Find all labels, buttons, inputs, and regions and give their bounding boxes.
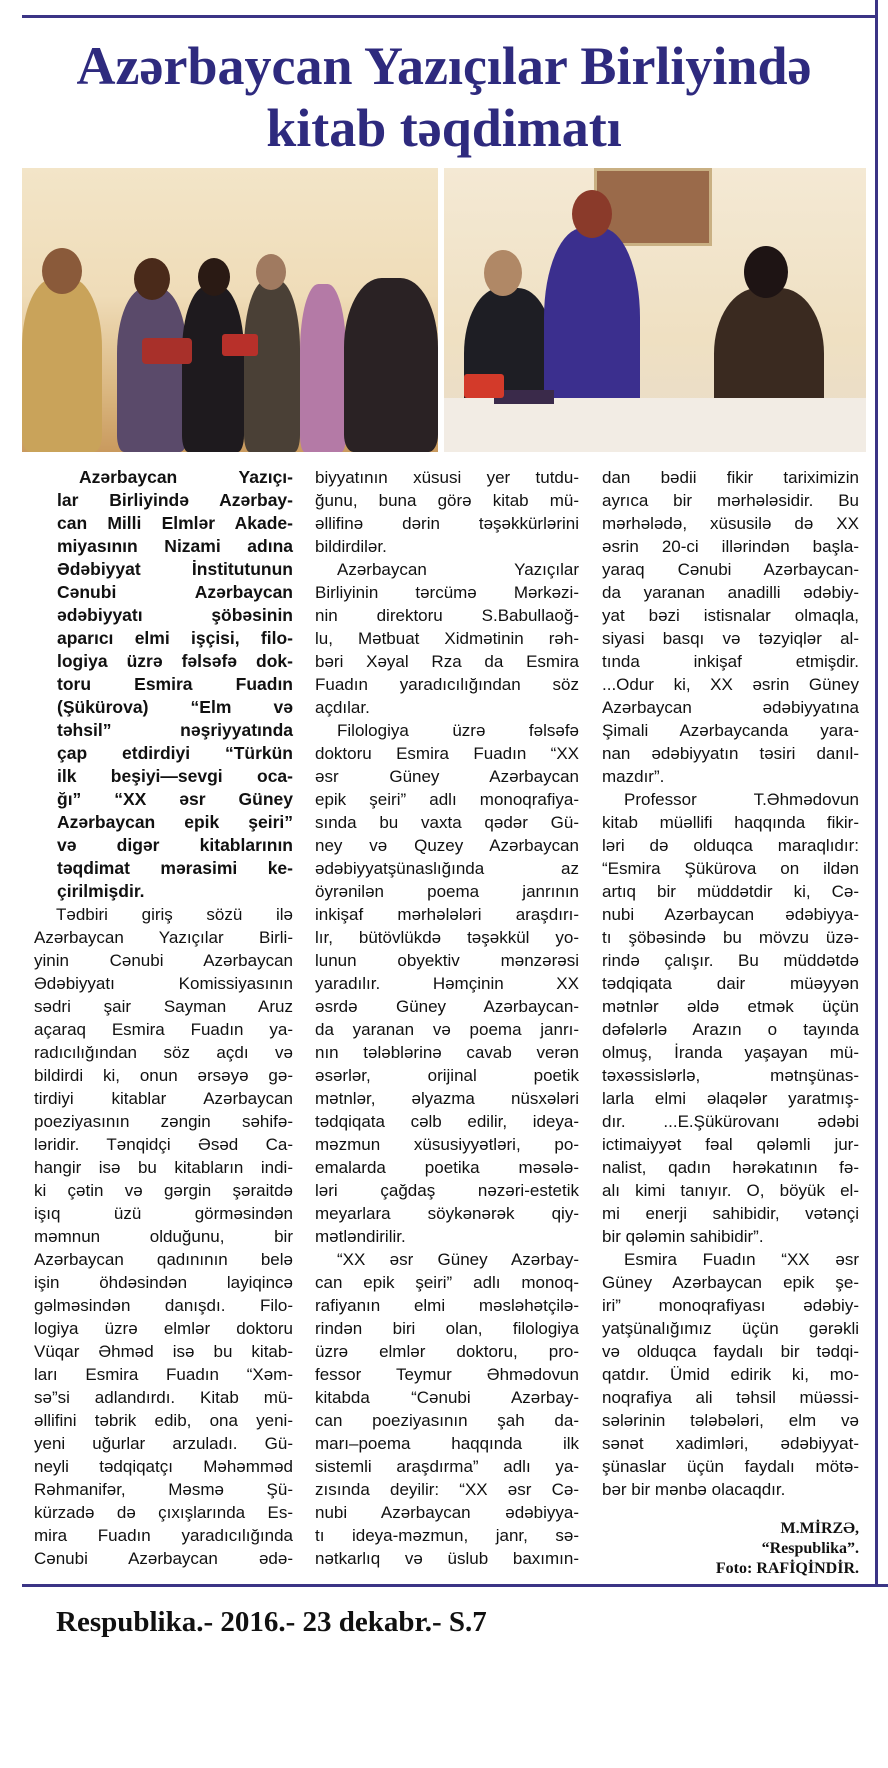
text-line: Azərbaycan epik şeiri” <box>57 812 293 832</box>
column-2 <box>315 466 579 1570</box>
text-line: biyyatının xüsusi yer tutdu- <box>315 468 579 487</box>
source-citation: Respublika.- 2016.- 23 dekabr.- S.7 <box>56 1606 487 1638</box>
text-line: bəri Xəyal Rza da Esmira <box>315 652 579 671</box>
text-line: Azərbaycan qadınının belə <box>34 1250 293 1269</box>
text-line: nubi Azərbaycan ədəbiyya- <box>602 905 859 924</box>
text-line: mərhələdə, xüsusilə də XX <box>602 514 859 533</box>
text-line: miyasının Nizami adına <box>57 536 293 556</box>
text-line: əsr Güney Azərbaycan <box>315 767 579 786</box>
text-line: Fuadın yaradıcılığından söz <box>315 675 579 694</box>
text-line: tı ideya-məzmun, janr, sə- <box>315 1526 579 1545</box>
text-line: ədəbiyyatşünaslığında az <box>315 859 579 878</box>
text-line: hangir isə bu kitabların indi- <box>34 1158 293 1177</box>
text-line: ayrıca bir mərhələsidir. Bu <box>602 491 859 510</box>
byline <box>602 1519 859 1579</box>
text-line: logiya üzrə elmlər doktoru <box>34 1319 293 1338</box>
bottom-rule <box>22 1584 888 1587</box>
text-line: ğı” “XX əsr Güney <box>57 789 293 809</box>
text-line: logiya üzrə fəlsəfə dok- <box>57 651 293 671</box>
text-line: poeziyasının zəngin səhifə- <box>34 1112 293 1131</box>
text-line: neyli tədqiqatçı Məhəmməd <box>34 1457 293 1476</box>
text-line: Tədbiri giriş sözü ilə <box>56 905 293 924</box>
text-line: rafiyanın elmi məsləhətçilə- <box>315 1296 579 1315</box>
text-line: əllifini təbrik edib, ona yeni- <box>34 1411 293 1430</box>
text-line: epik şeiri” adlı monoqrafiya- <box>315 790 579 809</box>
text-line: sələrinin tələbələri, elm və <box>602 1411 859 1430</box>
text-line: artıq bir müddətdir ki, Cə- <box>602 882 859 901</box>
byline-photo-credit: Foto: RAFİQİNDİR. <box>715 1560 859 1577</box>
text-line: Filologiya üzrə fəlsəfə <box>337 721 579 740</box>
text-line: sə”si adlandırdı. Kitab mü- <box>34 1388 293 1407</box>
byline-paper: “Respublika”. <box>761 1540 859 1557</box>
text-line: (Şükürova) “Elm və <box>57 697 293 717</box>
text-line: doktoru Esmira Fuadın “XX <box>315 744 579 763</box>
text-line: təhsil” nəşriyyatında <box>57 720 293 740</box>
text-line: kürzadə də çıxışlarında Es- <box>34 1503 293 1522</box>
text-line: tədqiqata dair müəyyən <box>602 974 859 993</box>
text-line: iri” monoqrafiyası ədəbiy- <box>602 1296 859 1315</box>
text-line: inkişaf mərhələləri araşdırı- <box>315 905 579 924</box>
text-line: Professor T.Əhmədovun <box>624 790 859 809</box>
text-line: ki çətin və gərgin şəraitdə <box>34 1181 293 1200</box>
text-line: Cənubi Azərbaycan ədə- <box>34 1549 293 1568</box>
text-line: rində çalışır. Bu müddətdə <box>602 951 859 970</box>
text-line: “XX əsr Güney Azərbay- <box>337 1250 579 1269</box>
headline-line-2: kitab təqdimatı <box>266 98 622 158</box>
text-line: ləri çağdaş nəzəri-estetik <box>315 1181 579 1200</box>
audience-photo <box>22 168 438 452</box>
column-3 <box>602 466 859 1501</box>
text-line: noqrafiya ali təhsil müəssi- <box>602 1388 859 1407</box>
text-line: mətnlər, əlyazma nüsxələri <box>315 1089 579 1108</box>
text-line: radıcılığından söz açdı və <box>34 1043 293 1062</box>
text-line: və olduqca faydalı bir tədqi- <box>602 1342 859 1361</box>
text-line: da yaranan anadilli ədəbiy- <box>602 583 859 602</box>
text-line: sistemli araşdırma” adlı ya- <box>315 1457 579 1476</box>
text-line: siyasi basqı və təzyiqlər al- <box>602 629 859 648</box>
text-line: mətnlər əldə etmək üçün <box>602 997 859 1016</box>
text-line: Azərbaycan ədəbiyyatına <box>602 698 859 717</box>
top-rule <box>22 15 878 18</box>
text-line: rindən biri olan, filologiya <box>315 1319 579 1338</box>
text-line: mazdır”. <box>602 767 665 786</box>
text-line: yaradılır. Həmçinin XX <box>315 974 579 993</box>
text-line: ləridir. Tənqidçi Əsəd Ca- <box>34 1135 293 1154</box>
text-line: aparıcı elmi işçisi, filo- <box>57 628 293 648</box>
text-line: zısında deyilir: “XX əsr Cə- <box>315 1480 579 1499</box>
text-line: kitabda “Cənubi Azərbay- <box>315 1388 579 1407</box>
column-1 <box>34 903 293 1570</box>
text-line: tında inkişaf etmişdir. <box>602 652 859 671</box>
text-line: əsrdə Güney Azərbaycan- <box>315 997 579 1016</box>
text-line: tədqiqata cəlb edilir, ideya- <box>315 1112 579 1131</box>
text-line: ilk beşiyi—sevgi oca- <box>57 766 293 786</box>
text-line: nubi Azərbaycan ədəbiyya- <box>315 1503 579 1522</box>
text-line: Ədəbiyyat İnstitutunun <box>57 559 293 579</box>
text-line: olmuş, İranda yaşayan mü- <box>602 1043 859 1062</box>
text-line: ları Esmira Fuadın “Xəm- <box>34 1365 293 1384</box>
text-line: nin direktoru S.Babullaoğ- <box>315 606 579 625</box>
text-line: alı kimi tanıyır. O, böyük el- <box>602 1181 859 1200</box>
text-line: bildirdi ki, onun ərsəyə gə- <box>34 1066 293 1085</box>
text-line: yaraq Cənubi Azərbaycan- <box>602 560 859 579</box>
text-line: nan ədəbiyyatın təsiri danıl- <box>602 744 859 763</box>
lead-paragraph <box>57 466 293 903</box>
text-line: emalarda poetika məsələ- <box>315 1158 579 1177</box>
text-line: bər bir mənbə olacaqdır. <box>602 1480 786 1499</box>
text-line: Ədəbiyyatı Komissiyasının <box>34 974 293 993</box>
text-line: gəlməsindən danışdı. Filo- <box>34 1296 293 1315</box>
text-line: mi enerji sahibidir, vətənçi <box>602 1204 859 1223</box>
text-line: Güney Azərbaycan epik şe- <box>602 1273 859 1292</box>
text-line: və digər kitablarının <box>57 835 293 855</box>
text-line: dır. ...E.Şükürovanı ədəbi <box>602 1112 859 1131</box>
text-line: ğunu, buna görə kitab mü- <box>315 491 579 510</box>
text-line: fessor Teymur Əhmədovun <box>315 1365 579 1384</box>
text-line: çap etdirdiyi “Türkün <box>57 743 293 763</box>
text-line: Birliyinin tərcümə Mərkəzi- <box>315 583 579 602</box>
text-line: təqdimat mərasimi ke- <box>57 858 293 878</box>
text-line: “Esmira Şükürova on ildən <box>602 859 859 878</box>
text-line: bir qələmin sahibidir”. <box>602 1227 764 1246</box>
headline-line-1: Azərbaycan Yazıçılar Birliyində <box>76 36 812 96</box>
text-line: Rəhmanifər, Məsmə Şü- <box>34 1480 293 1499</box>
text-line: Azərbaycan Yazıçılar Birli- <box>34 928 293 947</box>
text-line: ney və Quzey Azərbaycan <box>315 836 579 855</box>
text-line: ləri də olduqca maraqlıdır: <box>602 836 859 855</box>
text-line: təxəssislərlə, mətnşünas- <box>602 1066 859 1085</box>
text-line: sında bu vaxta qədər Gü- <box>315 813 579 832</box>
text-line: Vüqar Əhməd isə bu kitab- <box>34 1342 293 1361</box>
text-line: mira Fuadın yaradıcılığında <box>34 1526 293 1545</box>
text-line: işin öhdəsindən layiqincə <box>34 1273 293 1292</box>
text-line: kitab müəllifi haqqında fikir- <box>602 813 859 832</box>
text-line: açdılar. <box>315 698 370 717</box>
text-line: dəfələrlə Arazın o tayında <box>602 1020 859 1039</box>
text-line: mətləndirilir. <box>315 1227 406 1246</box>
text-line: Şimali Azərbaycanda yara- <box>602 721 859 740</box>
text-line: meyarlara söykənərək qiy- <box>315 1204 579 1223</box>
text-line: yeni uğurlar arzuladı. Gü- <box>34 1434 293 1453</box>
text-line: ictimaiyyət fəal qələmli jur- <box>602 1135 859 1154</box>
text-line: işıq üzü görməsindən <box>34 1204 293 1223</box>
text-line: sədri şair Sayman Aruz <box>34 997 293 1016</box>
text-line: marı–poema haqqında ilk <box>315 1434 579 1453</box>
text-line: ...Odur ki, XX əsrin Güney <box>602 675 859 694</box>
text-line: can Milli Elmlər Akade- <box>57 513 293 533</box>
presentation-photo <box>444 168 866 452</box>
right-rule <box>875 0 878 1587</box>
text-line: yat bəzi istisnalar olmaqla, <box>602 606 859 625</box>
text-line: lar Birliyində Azərbay- <box>57 490 293 510</box>
text-line: əllifinə dərin təşəkkürlərini <box>315 514 579 533</box>
text-line: lır, bütövlükdə təşəkkül yo- <box>315 928 579 947</box>
text-line: yinin Cənubi Azərbaycan <box>34 951 293 970</box>
text-line: əsərlər, orijinal poetik <box>315 1066 579 1085</box>
text-line: nalist, qadın hərəkatının fə- <box>602 1158 859 1177</box>
text-line: can epik şeiri” adlı monoq- <box>315 1273 579 1292</box>
text-line: nətkarlıq və üslub baxımın- <box>315 1549 579 1568</box>
text-line: məzmun xüsusiyyətləri, po- <box>315 1135 579 1154</box>
text-line: Esmira Fuadın “XX əsr <box>624 1250 859 1269</box>
text-line: ədəbiyyatı şöbəsinin <box>57 605 293 625</box>
text-line: lu, Mətbuat Xidmətinin rəh- <box>315 629 579 648</box>
byline-author: M.MİRZƏ, <box>780 1520 859 1537</box>
text-line: bildirdilər. <box>315 537 387 556</box>
text-line: Azərbaycan Yazıçılar <box>337 560 579 579</box>
text-line: sənət xadimləri, ədəbiyyat- <box>602 1434 859 1453</box>
text-line: toru Esmira Fuadın <box>57 674 293 694</box>
text-line: əsrin 20-ci illərindən başla- <box>602 537 859 556</box>
text-line: çirilmişdir. <box>57 881 145 901</box>
text-line: da yaranan və poema janrı- <box>315 1020 579 1039</box>
text-line: qatdır. Ümid edirik ki, mo- <box>602 1365 859 1384</box>
text-line: nın tələblərinə cavab verən <box>315 1043 579 1062</box>
text-line: can poeziyasının şah da- <box>315 1411 579 1430</box>
text-line: öyrənilən poema janrının <box>315 882 579 901</box>
text-line: üzrə elmlər doktoru, pro- <box>315 1342 579 1361</box>
text-line: lunun obyektiv mənzərəsi <box>315 951 579 970</box>
text-line: Azərbaycan Yazıçı- <box>79 467 293 487</box>
text-line: məmnun olduğunu, bir <box>34 1227 293 1246</box>
text-line: yatşünalığımız üçün gərəkli <box>602 1319 859 1338</box>
text-line: açaraq Esmira Fuadın ya- <box>34 1020 293 1039</box>
text-line: larla elmi əlaqələr yaratmış- <box>602 1089 859 1108</box>
text-line: tı şöbəsində bu mövzu üzə- <box>602 928 859 947</box>
text-line: tirdiyi kitablar Azərbaycan <box>34 1089 293 1108</box>
text-line: Cənubi Azərbaycan <box>57 582 293 602</box>
text-line: şünaslar üçün faydalı mötə- <box>602 1457 859 1476</box>
text-line: dan bədii fikir tariximizin <box>602 468 859 487</box>
